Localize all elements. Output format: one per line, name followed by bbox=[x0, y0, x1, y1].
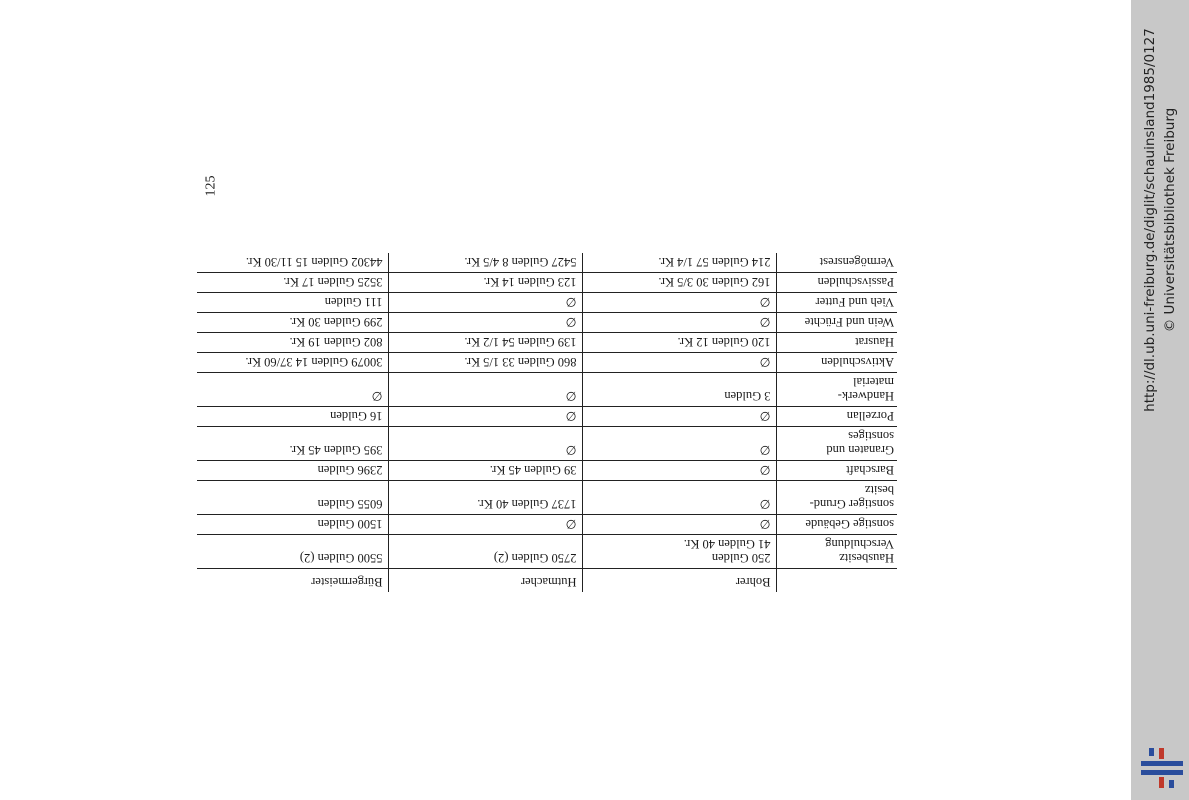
cell-bohrer: 120 Gulden 12 Kr. bbox=[583, 333, 777, 353]
row-label: sonstige Gebäude bbox=[777, 515, 897, 535]
cell-bohrer: ∅ bbox=[583, 313, 777, 333]
cell-buergermeister: 3525 Gulden 17 Kr. bbox=[197, 273, 389, 293]
row-label: Aktivschulden bbox=[777, 353, 897, 373]
cell-bohrer: 3 Gulden bbox=[583, 373, 777, 407]
table-header-row bbox=[197, 569, 897, 593]
table-row bbox=[197, 407, 897, 427]
cell-bohrer: 214 Gulden 57 1/4 Kr. bbox=[583, 253, 777, 273]
table-row bbox=[197, 461, 897, 481]
row-label: Wein und Früchte bbox=[777, 313, 897, 333]
cell-buergermeister: 802 Gulden 19 Kr. bbox=[197, 333, 389, 353]
cell-hutmacher: ∅ bbox=[389, 373, 583, 407]
copyright-text: © Universitätsbibliothek Freiburg bbox=[1162, 107, 1178, 333]
table-row bbox=[197, 481, 897, 515]
table-row bbox=[197, 515, 897, 535]
header-empty bbox=[777, 569, 897, 593]
row-label: Handwerk- material bbox=[777, 373, 897, 407]
cell-bohrer: ∅ bbox=[583, 407, 777, 427]
header-bohrer: Bohrer bbox=[583, 569, 777, 593]
cell-buergermeister: 1500 Gulden bbox=[197, 515, 389, 535]
sidebar-text bbox=[1131, 0, 1189, 800]
cell-buergermeister: 44302 Gulden 15 11/30 Kr. bbox=[197, 253, 389, 273]
cell-hutmacher: 2750 Gulden (2) bbox=[389, 535, 583, 569]
table-row bbox=[197, 353, 897, 373]
cell-bohrer: 250 Gulden 41 Gulden 40 Kr. bbox=[583, 535, 777, 569]
cell-buergermeister: 30079 Gulden 14 37/60 Kr. bbox=[197, 353, 389, 373]
cell-hutmacher: 1737 Gulden 40 Kr. bbox=[389, 481, 583, 515]
cell-bohrer: ∅ bbox=[583, 481, 777, 515]
cell-bohrer: ∅ bbox=[583, 427, 777, 461]
cell-bohrer: ∅ bbox=[583, 293, 777, 313]
cell-hutmacher: ∅ bbox=[389, 407, 583, 427]
cell-hutmacher: ∅ bbox=[389, 293, 583, 313]
cell-bohrer: 162 Gulden 30 3/5 Kr. bbox=[583, 273, 777, 293]
table-row bbox=[197, 333, 897, 353]
row-label: Vieh und Futter bbox=[777, 293, 897, 313]
row-label: Barschaft bbox=[777, 461, 897, 481]
cell-buergermeister: 395 Gulden 45 Kr. bbox=[197, 427, 389, 461]
cell-buergermeister: 5500 Gulden (2) bbox=[197, 535, 389, 569]
cell-hutmacher: 39 Gulden 45 Kr. bbox=[389, 461, 583, 481]
cell-bohrer: ∅ bbox=[583, 461, 777, 481]
page-number: 125 bbox=[203, 175, 219, 197]
cell-hutmacher: 139 Gulden 54 1/2 Kr. bbox=[389, 333, 583, 353]
table-row bbox=[197, 313, 897, 333]
cell-buergermeister: 111 Gulden bbox=[197, 293, 389, 313]
cell-bohrer: ∅ bbox=[583, 353, 777, 373]
cell-hutmacher: 123 Gulden 14 Kr. bbox=[389, 273, 583, 293]
table-row bbox=[197, 427, 897, 461]
cell-buergermeister: 2396 Gulden bbox=[197, 461, 389, 481]
rotated-page-content bbox=[197, 170, 942, 630]
cell-hutmacher: ∅ bbox=[389, 313, 583, 333]
row-label: Granaten und sonstiges bbox=[777, 427, 897, 461]
cell-hutmacher: ∅ bbox=[389, 427, 583, 461]
row-label: sonstiger Grund- besitz bbox=[777, 481, 897, 515]
row-label: Hausrat bbox=[777, 333, 897, 353]
cell-buergermeister: ∅ bbox=[197, 373, 389, 407]
cell-hutmacher: 860 Gulden 33 1/5 Kr. bbox=[389, 353, 583, 373]
row-label: Hausbesitz Verschuldung bbox=[777, 535, 897, 569]
row-label: Vermögensrest bbox=[777, 253, 897, 273]
header-buergermeister: Bürgermeister bbox=[197, 569, 389, 593]
row-label: Porzellan bbox=[777, 407, 897, 427]
library-logo-icon bbox=[1141, 748, 1183, 788]
row-label: Passivschulden bbox=[777, 273, 897, 293]
cell-hutmacher: ∅ bbox=[389, 515, 583, 535]
cell-buergermeister: 16 Gulden bbox=[197, 407, 389, 427]
source-url-link[interactable]: http://dl.ub.uni-freiburg.de/diglit/schauinsland1985/0127 bbox=[1142, 28, 1158, 412]
cell-buergermeister: 299 Gulden 30 Kr. bbox=[197, 313, 389, 333]
header-hutmacher: Hutmacher bbox=[389, 569, 583, 593]
cell-hutmacher: 5427 Gulden 8 4/5 Kr. bbox=[389, 253, 583, 273]
table-row bbox=[197, 253, 897, 273]
table-row bbox=[197, 293, 897, 313]
inventory-table bbox=[197, 253, 897, 592]
cell-buergermeister: 6055 Gulden bbox=[197, 481, 389, 515]
table-row bbox=[197, 273, 897, 293]
cell-bohrer: ∅ bbox=[583, 515, 777, 535]
table-row bbox=[197, 373, 897, 407]
table-row bbox=[197, 535, 897, 569]
